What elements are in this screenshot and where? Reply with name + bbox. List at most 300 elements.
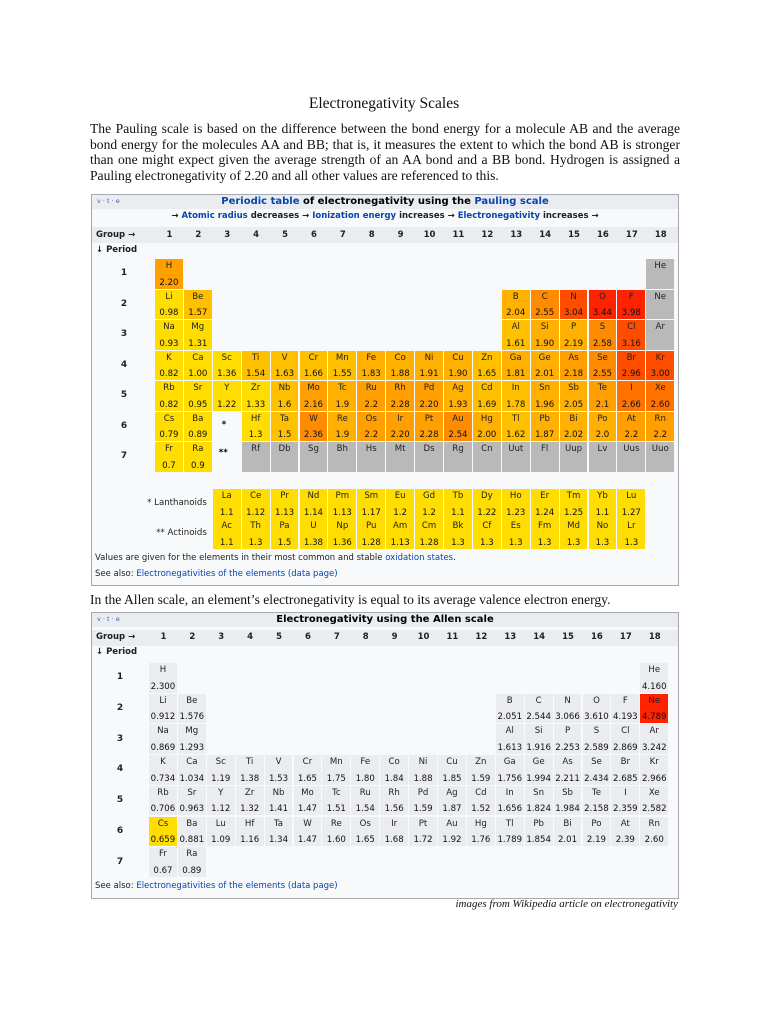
element-symbol[interactable]: Tm [566,491,581,501]
element-cell [236,817,264,847]
element-symbol[interactable]: Lv [597,444,608,454]
element-symbol[interactable]: Cr [302,757,313,768]
element-symbol[interactable]: Ti [245,757,254,768]
element-symbol[interactable]: Es [510,521,521,531]
element-value: 1.55 [332,369,352,379]
element-symbol[interactable]: Be [192,291,204,302]
element-symbol[interactable]: Fr [165,444,173,454]
element-value: 1.88 [413,773,433,784]
element-value: 1.656 [497,804,523,815]
element-symbol[interactable]: Co [394,352,406,363]
element-symbol[interactable]: Br [626,352,637,363]
element-symbol[interactable]: Ca [192,352,204,363]
element-cell [357,381,385,411]
element-symbol[interactable]: Ni [424,352,434,363]
element-symbol[interactable]: Pd [423,383,435,393]
group-label: Group → [96,632,136,642]
element-value: 1.81 [506,369,526,379]
element-value: 1.92 [442,835,462,846]
element-value: 2.58 [592,338,613,349]
element-value: 1.994 [526,773,551,784]
element-symbol[interactable]: At [620,818,630,829]
group-number: 16 [591,632,603,642]
element-cell [184,290,212,320]
element-symbol[interactable]: Sn [533,787,545,798]
element-symbol[interactable]: Eu [394,491,406,501]
group-number: 14 [533,632,546,642]
vte-links[interactable]: v · t · e [97,615,120,623]
element-symbol[interactable]: Au [452,413,464,424]
element-symbol[interactable]: Os [359,818,371,829]
element-cell [207,786,235,816]
element-symbol[interactable]: Sr [193,383,203,393]
element-symbol[interactable]: Ca [186,757,198,768]
lanthanoid-cell [242,489,270,519]
element-symbol[interactable]: Tb [452,491,464,501]
element-symbol[interactable]: Sn [539,383,551,393]
element-symbol[interactable]: S [599,322,606,332]
element-cell [640,724,668,754]
element-cell [617,290,645,320]
element-symbol[interactable]: Yb [597,491,608,501]
element-symbol[interactable]: U [310,521,317,531]
trend-text: increases → [540,211,599,221]
element-symbol[interactable]: Cd [475,787,487,798]
element-symbol[interactable]: Ru [365,383,377,393]
element-cell [178,786,206,816]
element-cell [646,412,674,442]
element-symbol[interactable]: Te [591,787,601,798]
element-symbol[interactable]: No [596,521,609,531]
data-page-link[interactable]: Electronegativities of the elements (data page) [136,881,338,891]
element-symbol[interactable]: Os [365,413,377,424]
element-symbol[interactable]: Rf [251,444,261,454]
element-cell [617,351,645,381]
document-title: Electronegativity Scales [308,95,460,112]
element-symbol[interactable]: Tc [338,383,347,393]
element-value: 0.89 [182,865,202,876]
element-symbol[interactable]: Kr [655,352,665,363]
element-value: 1.3 [248,430,263,440]
element-cell [357,412,385,442]
oxidation-states-link[interactable]: oxidation states [385,553,454,563]
actinoid-cell [213,519,241,549]
element-value: 1.47 [297,835,318,846]
element-symbol[interactable]: Li [165,291,173,302]
element-symbol[interactable]: Br [620,757,631,768]
element-symbol[interactable]: Ru [359,787,371,798]
element-symbol[interactable]: Pb [533,818,544,829]
element-symbol[interactable]: Po [597,413,608,424]
element-symbol[interactable]: Zn [481,352,493,363]
element-symbol[interactable]: Ba [192,413,204,424]
element-cell [473,412,501,442]
element-value: 1.62 [506,430,526,440]
element-symbol[interactable]: Zr [250,383,261,393]
element-symbol[interactable]: F [628,291,634,302]
element-symbol[interactable]: Cs [157,818,169,829]
element-cell [415,412,443,442]
element-symbol[interactable]: Rh [388,787,400,798]
element-cell [155,320,183,350]
element-symbol[interactable]: In [511,383,520,393]
element-symbol[interactable]: Au [446,818,458,829]
element-symbol[interactable]: Np [336,521,349,531]
element-symbol[interactable]: Ne [654,291,667,302]
element-symbol[interactable]: Si [540,322,549,332]
element-symbol[interactable]: Co [388,757,400,768]
element-symbol[interactable]: Be [186,695,198,706]
element-cell [415,351,443,381]
element-symbol[interactable]: Zr [244,787,255,798]
element-symbol[interactable]: Ac [221,521,232,531]
element-symbol[interactable]: Rb [157,787,169,798]
lanthanoid-cell [444,489,472,519]
element-value: 1.3 [595,537,610,548]
element-symbol[interactable]: Ar [649,726,659,737]
element-value: 1.3 [248,537,263,548]
element-value: 1.76 [471,835,491,846]
element-symbol[interactable]: Na [163,322,175,332]
element-cell [611,694,639,724]
note-end: . [453,553,456,563]
element-symbol[interactable]: Lu [215,818,226,829]
element-symbol[interactable]: Bi [563,818,572,829]
lanthanoid-cell [386,489,414,519]
element-value: 1.28 [361,537,381,548]
element-symbol[interactable]: K [166,352,172,363]
element-symbol[interactable]: Fl [540,444,549,454]
element-value: 2.04 [506,308,526,318]
element-symbol[interactable]: Rh [394,383,406,393]
element-value: 0.869 [150,743,176,754]
element-symbol[interactable]: Cs [163,413,175,424]
element-symbol[interactable]: Rn [648,818,660,829]
element-symbol[interactable]: Fm [537,521,552,531]
element-symbol[interactable]: Fe [366,352,377,363]
element-symbol[interactable]: Te [597,383,607,393]
trend-link[interactable]: Atomic radius [181,211,248,221]
element-symbol[interactable]: Se [591,757,602,768]
element-symbol[interactable]: Bi [569,413,578,424]
element-symbol[interactable]: Pa [279,521,290,531]
data-page-link[interactable]: Electronegativities of the elements (data page) [136,569,338,579]
element-symbol[interactable]: Mn [335,352,349,363]
element-symbol[interactable]: Po [591,818,602,829]
element-cell [611,817,639,847]
element-symbol[interactable]: Md [567,521,580,531]
element-symbol[interactable]: In [505,787,514,798]
element-cell [525,817,553,847]
element-symbol[interactable]: Y [218,787,224,798]
element-symbol[interactable]: Pt [418,818,428,829]
image-credit: images from Wikipedia article on electronegativity [455,898,678,910]
period-label: ↓ Period [96,245,138,255]
element-symbol[interactable]: Ge [538,352,551,363]
element-symbol[interactable]: Sc [215,757,226,768]
element-symbol[interactable]: Re [336,413,348,424]
element-symbol[interactable]: Ds [423,444,435,454]
vte-links[interactable]: v · t · e [97,197,120,205]
element-symbol[interactable]: N [570,291,577,302]
element-value: 2.20 [419,399,439,410]
element-cell [617,320,645,350]
element-symbol[interactable]: La [221,491,232,501]
element-symbol[interactable]: Hf [250,413,261,424]
group-number: 10 [417,632,430,642]
element-symbol[interactable]: Pd [417,787,429,798]
element-symbol[interactable]: Ra [192,444,204,454]
element-symbol[interactable]: Ra [186,849,198,860]
element-symbol[interactable]: Ba [186,818,198,829]
element-symbol[interactable]: W [309,413,318,424]
element-symbol[interactable]: F [622,695,628,706]
element-symbol[interactable]: Sm [364,491,379,501]
element-symbol[interactable]: Mg [185,726,199,737]
element-symbol[interactable]: Xe [648,787,660,798]
element-symbol[interactable]: Cr [308,352,319,363]
element-symbol[interactable]: Al [511,322,520,332]
element-value: 1.34 [268,835,289,846]
element-value: 1.59 [413,804,433,815]
element-symbol[interactable]: Mt [394,444,406,454]
element-cell [496,786,524,816]
element-symbol[interactable]: Fr [159,849,167,860]
element-value: 2.0 [595,430,610,440]
element-symbol[interactable]: Bh [336,444,348,454]
element-cell [502,412,530,442]
trend-link[interactable]: Electronegativity [457,211,540,221]
element-symbol[interactable]: Tl [505,818,514,829]
element-symbol[interactable]: Ta [273,818,284,829]
element-symbol[interactable]: Ar [655,322,665,332]
element-cell [178,817,206,847]
element-symbol[interactable]: Li [159,695,167,706]
element-symbol[interactable]: Ir [397,413,404,424]
element-symbol[interactable]: B [512,291,519,302]
element-symbol[interactable]: Cl [627,322,636,332]
element-symbol[interactable]: Uup [564,444,583,454]
element-symbol[interactable]: H [165,261,173,271]
element-symbol[interactable]: At [626,413,636,424]
element-value: 2.2 [653,430,668,440]
element-cell [646,320,674,350]
element-symbol[interactable]: V [281,352,288,363]
element-symbol[interactable]: Sb [568,383,579,393]
element-symbol[interactable]: Ge [532,757,545,768]
element-symbol[interactable]: Cn [481,444,493,454]
element-symbol[interactable]: Nd [307,491,320,501]
element-symbol[interactable]: N [564,695,571,706]
element-symbol[interactable]: Rg [452,444,464,454]
element-symbol[interactable]: Cl [621,726,630,737]
group-number: 4 [247,632,254,642]
element-symbol[interactable]: Tl [511,413,520,424]
actinoid-cell [242,519,270,549]
actinoid-cell [531,519,559,549]
pauling-scale-link[interactable]: Pauling scale [474,196,549,207]
element-symbol[interactable]: Am [393,521,408,531]
element-cell [328,442,356,472]
element-symbol[interactable]: He [648,665,661,675]
element-value: 0.82 [159,369,179,379]
period-number: 4 [120,359,128,370]
element-symbol[interactable]: Uus [623,444,640,454]
element-symbol[interactable]: Sg [307,444,319,454]
element-symbol[interactable]: Ni [418,757,428,768]
element-symbol[interactable]: Ga [509,352,522,363]
element-symbol[interactable]: P [570,322,577,332]
element-symbol[interactable]: V [275,757,282,768]
element-cell [184,320,212,350]
element-value: 3.98 [621,308,641,318]
element-symbol[interactable]: Na [157,726,169,737]
element-symbol[interactable]: C [535,695,542,706]
element-symbol[interactable]: Sb [562,787,573,798]
element-symbol[interactable]: Nb [272,787,285,798]
element-symbol[interactable]: Y [224,383,230,393]
element-symbol[interactable]: Hg [480,413,493,424]
element-cell [560,381,588,411]
element-symbol[interactable]: I [624,787,627,798]
element-symbol[interactable]: Ti [251,352,260,363]
element-symbol[interactable]: Ho [509,491,522,501]
period-number: 3 [120,329,128,340]
allen-table-title: Electronegativity using the Allen scale [92,613,678,627]
element-cell [178,724,206,754]
element-symbol[interactable]: Ga [503,757,516,768]
group-number: 5 [282,230,288,240]
element-symbol[interactable]: O [593,695,600,706]
element-cell [502,381,530,411]
element-symbol[interactable]: Cf [482,521,492,531]
element-symbol[interactable]: Dy [480,491,493,501]
element-symbol[interactable]: Hf [244,818,255,829]
element-cell [265,817,293,847]
element-symbol[interactable]: Pt [424,413,434,424]
element-value: 1.63 [274,369,295,379]
element-symbol[interactable]: Ir [391,818,398,829]
element-cell [386,412,414,442]
element-cell [531,290,559,320]
element-symbol[interactable]: Cu [446,757,458,768]
element-symbol[interactable]: Hs [365,444,377,454]
element-symbol[interactable]: B [506,695,513,706]
actinoid-cell [617,519,645,549]
element-symbol[interactable]: Cm [421,521,437,531]
element-symbol[interactable]: Tc [332,787,341,798]
element-symbol[interactable]: Ce [249,491,262,501]
element-value: 2.96 [621,369,641,379]
element-symbol[interactable]: He [654,261,667,271]
element-symbol[interactable]: Lu [626,491,637,501]
element-symbol[interactable]: K [160,757,166,768]
element-symbol[interactable]: Pm [335,491,350,501]
element-cell [357,442,385,472]
element-symbol[interactable]: Ag [446,787,458,798]
element-symbol[interactable]: Se [597,352,608,363]
element-cell [560,320,588,350]
element-symbol[interactable]: Mg [191,322,205,332]
element-symbol[interactable]: Ag [452,383,464,393]
element-symbol[interactable]: Xe [654,383,666,393]
element-symbol[interactable]: Pb [539,413,550,424]
element-symbol[interactable]: Ne [648,695,661,706]
element-symbol[interactable]: Gd [422,491,436,501]
element-symbol[interactable]: Hg [474,818,487,829]
period-number: 3 [116,733,124,744]
element-symbol[interactable]: Zn [475,757,487,768]
element-cell [560,412,588,442]
element-symbol[interactable]: Fe [360,757,371,768]
element-cell [155,351,183,381]
element-symbol[interactable]: Db [278,444,291,454]
element-symbol[interactable]: As [568,352,579,363]
element-value: 2.544 [526,712,551,723]
element-symbol[interactable]: Rn [654,413,666,424]
element-symbol[interactable]: Cu [452,352,464,363]
element-symbol[interactable]: Pr [280,491,289,501]
element-symbol[interactable]: Re [330,818,342,829]
element-symbol[interactable]: P [564,726,571,737]
element-symbol[interactable]: Kr [649,757,659,768]
element-symbol[interactable]: As [562,757,573,768]
element-symbol[interactable]: H [159,665,167,675]
element-symbol[interactable]: Th [250,521,261,531]
element-symbol[interactable]: Si [534,726,543,737]
element-symbol[interactable]: C [541,291,548,302]
element-symbol[interactable]: I [630,383,633,393]
lanthanoid-cell [357,489,385,519]
element-value: 1.00 [188,369,208,379]
group-number: 7 [333,632,340,642]
element-symbol[interactable]: Pu [366,521,377,531]
periodic-table-link[interactable]: Periodic table [221,196,300,207]
element-value: 1.54 [355,804,375,815]
element-cell [646,442,674,472]
element-value: 2.55 [592,369,613,379]
element-symbol[interactable]: Uut [508,444,524,454]
element-value: 1.61 [506,338,526,349]
title-text: of electronegativity using the [299,196,475,207]
element-symbol[interactable]: Al [505,726,514,737]
element-value: 1.53 [268,773,289,784]
element-symbol[interactable]: Bk [452,521,464,531]
element-value: 1.28 [419,537,439,548]
element-symbol[interactable]: Er [540,491,550,501]
element-cell [646,259,674,289]
element-symbol[interactable]: Mo [307,383,320,393]
trend-link[interactable]: Ionization energy [312,211,397,221]
element-cell [242,412,270,442]
element-symbol[interactable]: Lr [627,521,636,531]
element-symbol[interactable]: Nb [278,383,291,393]
element-cell [178,847,206,877]
element-symbol[interactable]: Ta [279,413,290,424]
pauling-table [91,194,679,586]
element-symbol[interactable]: Cd [481,383,493,393]
element-symbol[interactable]: Sc [221,352,232,363]
element-symbol[interactable]: W [303,818,312,829]
element-symbol[interactable]: S [593,726,600,737]
element-cell [328,412,356,442]
element-symbol[interactable]: Mo [301,787,314,798]
element-symbol[interactable]: O [599,291,606,302]
element-symbol[interactable]: Sr [187,787,197,798]
element-symbol[interactable]: Uuo [651,444,669,454]
element-symbol[interactable]: Rb [163,383,175,393]
element-symbol[interactable]: Mn [329,757,343,768]
